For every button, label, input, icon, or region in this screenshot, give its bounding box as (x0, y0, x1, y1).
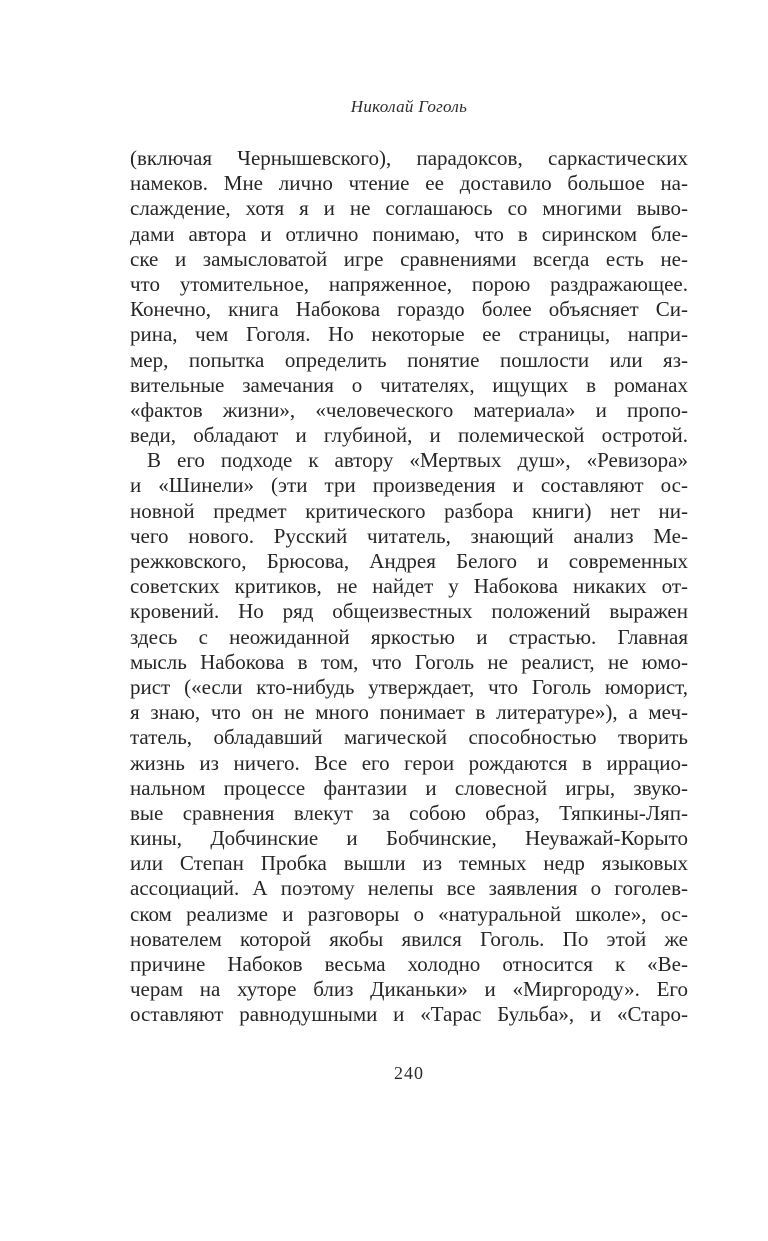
text-line: новной предмет критического разбора книги) нет ни- (130, 498, 688, 523)
text-line: и «Шинели» (эти три произведения и составляют ос- (130, 473, 688, 498)
text-line: вительные замечания о читателях, ищущих в романах (130, 372, 688, 397)
text-line: вые сравнения влекут за собою образ, Тяпкины-Ляп- (130, 800, 688, 825)
text-line: Конечно, книга Набокова гораздо более объясняет Си- (130, 297, 688, 322)
text-line: черам на хуторе близ Диканьки» и «Миргороду». Его (130, 977, 688, 1002)
text-line: причине Набоков весьма холодно относится к «Ве- (130, 952, 688, 976)
text-line: слаждение, хотя я и не соглашаюсь со многими выво- (130, 196, 688, 221)
text-line: нальном процессе фантазии и словесной игры, звуко- (130, 775, 688, 800)
text-line: «фактов жизни», «человеческого материала» и пропо- (130, 397, 688, 422)
text-line: рина, чем Гоголя. Но некоторые ее страницы, напри- (130, 322, 688, 347)
running-header: Николай Гоголь (350, 97, 468, 116)
text-line: советских критиков, не найдет у Набокова никаких от- (130, 574, 688, 599)
body-text (130, 146, 688, 1028)
text-line: жизнь из ничего. Все его герои рождаются в иррацио- (130, 750, 688, 775)
text-line: что утомительное, напряженное, порою раздражающее. (130, 271, 688, 296)
page-number: 240 (394, 1063, 424, 1083)
text-line: веди, обладают и глубиной, и полемической остротой. (130, 423, 688, 448)
text-line: дами автора и отлично понимаю, что в сиринском бле- (130, 221, 688, 246)
text-line: нователем которой якобы явился Гоголь. По этой же (130, 926, 688, 951)
text-line: мер, попытка определить понятие пошлости или яз- (130, 347, 688, 372)
text-line: оставляют равнодушными и «Тарас Бульба», и «Старо- (130, 1002, 688, 1027)
text-line: (включая Чернышевского), парадоксов, саркастических (130, 146, 688, 170)
text-line: рист («если кто-нибудь утверждает, что Гоголь юморист, (130, 674, 688, 699)
text-line: ассоциаций. А поэтому нелепы все заявления о гоголев- (130, 876, 688, 901)
text-line: ском реализме и разговоры о «натуральной школе», ос- (130, 901, 688, 926)
text-line: режковского, Брюсова, Андрея Белого и современных (130, 549, 688, 573)
text-line: кины, Добчинские и Бобчинские, Неуважай-Корыто (130, 826, 688, 851)
text-line: я знаю, что он не много понимает в литературе»), а меч- (130, 700, 688, 725)
text-line: намеков. Мне лично чтение ее доставило большое на- (130, 171, 688, 196)
text-line: татель, обладавший магической способностью творить (130, 725, 688, 750)
text-line: ске и замысловатой игре сравнениями всегда есть не- (130, 246, 688, 271)
text-line: мысль Набокова в том, что Гоголь не реалист, не юмо- (130, 649, 688, 674)
text-line: или Степан Пробка вышли из темных недр языковых (130, 851, 688, 876)
text-line: здесь с неожиданной яркостью и страстью. Главная (130, 624, 688, 649)
text-line: кровений. Но ряд общеизвестных положений выражен (130, 599, 688, 624)
text-line: чего нового. Русский читатель, знающий анализ Ме- (130, 523, 688, 548)
text-line: В его подходе к автору «Мертвых душ», «Ревизора» (147, 448, 688, 473)
